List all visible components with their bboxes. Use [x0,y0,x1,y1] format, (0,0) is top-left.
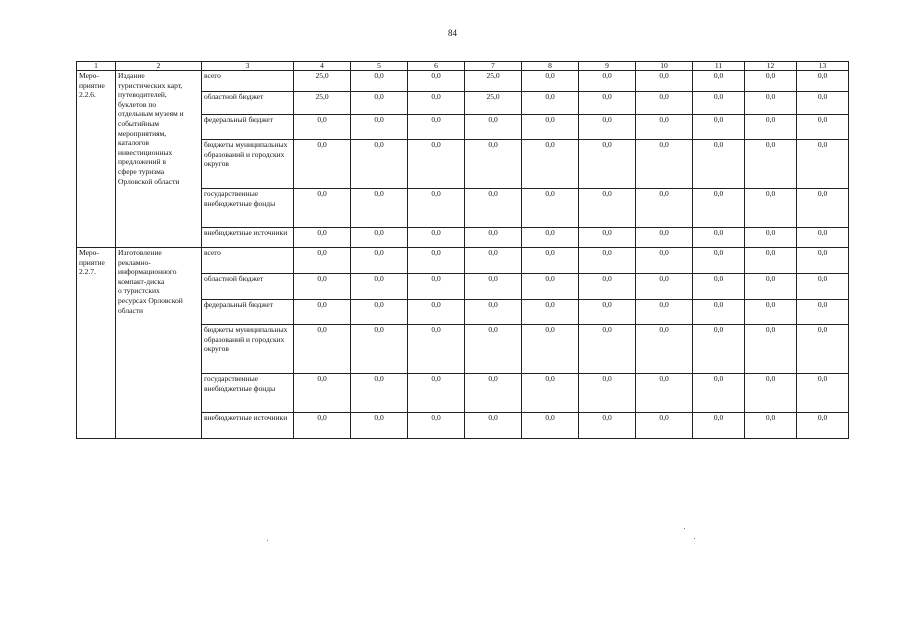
value-cell: 25,0 [294,92,351,115]
table-body [77,62,849,439]
funding-source-cell: всего [202,71,294,92]
value-cell: 0,0 [745,274,797,300]
value-cell: 0,0 [294,115,351,140]
value-cell: 0,0 [797,140,849,189]
value-cell: 0,0 [636,274,693,300]
event-description-line: событийным [118,118,160,128]
value-cell: 0,0 [693,228,745,248]
value-cell: 0,0 [351,115,408,140]
funding-source-cell: государственные внебюджетные фонды [202,189,294,228]
value-cell: 0,0 [408,374,465,413]
value-cell: 0,0 [351,374,408,413]
value-cell: 0,0 [408,325,465,374]
value-cell: 0,0 [408,248,465,274]
event-description-line: ресурсах Орловской [118,295,183,305]
value-cell: 0,0 [693,140,745,189]
column-header-2: 2 [116,62,202,71]
event-description-line: сфере туризма [118,166,165,176]
value-cell: 0,0 [294,413,351,439]
value-cell: 0,0 [636,325,693,374]
funding-source-cell: федеральный бюджет [202,115,294,140]
value-cell: 0,0 [693,374,745,413]
value-cell: 0,0 [745,71,797,92]
event-description-line: инвестиционных [118,147,173,157]
value-cell: 0,0 [579,248,636,274]
value-cell: 0,0 [294,248,351,274]
value-cell: 0,0 [579,325,636,374]
column-header-4: 4 [294,62,351,71]
funding-source-cell: бюджеты муниципальных образований и городских округов [202,140,294,189]
value-cell: 0,0 [579,140,636,189]
value-cell: 0,0 [408,189,465,228]
value-cell: 0,0 [636,71,693,92]
column-header-12: 12 [745,62,797,71]
value-cell: 0,0 [693,413,745,439]
value-cell: 0,0 [636,413,693,439]
value-cell: 0,0 [351,92,408,115]
value-cell: 0,0 [579,228,636,248]
value-cell: 0,0 [797,92,849,115]
value-cell: 0,0 [522,140,579,189]
event-code-cell [77,248,116,439]
event-description-line: Изготовление [118,248,162,257]
value-cell: 0,0 [797,248,849,274]
event-description-line: Издание [118,71,145,80]
value-cell: 0,0 [294,228,351,248]
value-cell: 0,0 [294,189,351,228]
page-number: 84 [448,28,457,38]
event-description-line: информационного [118,267,177,277]
value-cell: 0,0 [351,71,408,92]
column-header-10: 10 [636,62,693,71]
value-cell: 0,0 [693,92,745,115]
scan-speck [694,538,695,539]
funding-source-cell: внебюджетные источники [202,228,294,248]
value-cell: 0,0 [636,374,693,413]
column-header-5: 5 [351,62,408,71]
value-cell: 0,0 [465,115,522,140]
funding-source-cell: внебюджетные источники [202,413,294,439]
value-cell: 0,0 [465,300,522,325]
event-code-line: Меро- [79,248,99,257]
value-cell: 0,0 [745,115,797,140]
value-cell: 0,0 [522,274,579,300]
value-cell: 0,0 [294,300,351,325]
value-cell: 0,0 [797,189,849,228]
value-cell: 0,0 [636,115,693,140]
value-cell: 0,0 [579,300,636,325]
value-cell: 0,0 [465,189,522,228]
event-description-line: рекламно- [118,257,151,267]
event-description-cell [116,248,202,439]
value-cell: 0,0 [745,325,797,374]
value-cell: 0,0 [693,115,745,140]
column-header-9: 9 [579,62,636,71]
value-cell: 0,0 [351,325,408,374]
value-cell: 0,0 [745,228,797,248]
value-cell: 0,0 [579,274,636,300]
event-description-line: компакт-диска [118,276,165,286]
value-cell: 0,0 [693,300,745,325]
value-cell: 25,0 [465,71,522,92]
funding-source-cell: государственные внебюджетные фонды [202,374,294,413]
value-cell: 0,0 [797,115,849,140]
value-cell: 0,0 [636,92,693,115]
event-description-line: о туристских [118,286,160,296]
value-cell: 0,0 [294,274,351,300]
funding-source-cell: федеральный бюджет [202,300,294,325]
table-row [77,248,849,274]
value-cell: 0,0 [465,274,522,300]
value-cell: 0,0 [408,115,465,140]
value-cell: 0,0 [693,71,745,92]
value-cell: 0,0 [408,413,465,439]
value-cell: 0,0 [408,274,465,300]
value-cell: 0,0 [745,374,797,413]
value-cell: 0,0 [579,92,636,115]
event-code-cell [77,71,116,248]
value-cell: 25,0 [465,92,522,115]
value-cell: 0,0 [294,140,351,189]
value-cell: 0,0 [351,413,408,439]
event-description-line: Орловской области [118,176,180,186]
header-row [77,62,849,71]
event-description-line: области [118,305,144,315]
funding-source-cell: бюджеты муниципальных образований и городских округов [202,325,294,374]
value-cell: 0,0 [522,374,579,413]
event-code-line: приятие [79,257,105,267]
event-description-line: путеводителей, [118,90,167,100]
value-cell: 0,0 [745,92,797,115]
value-cell: 0,0 [408,140,465,189]
event-description-line: каталогов [118,138,150,148]
value-cell: 0,0 [797,325,849,374]
value-cell: 0,0 [745,300,797,325]
value-cell: 0,0 [579,71,636,92]
value-cell: 0,0 [294,374,351,413]
value-cell: 0,0 [693,248,745,274]
value-cell: 0,0 [522,413,579,439]
column-header-1: 1 [77,62,116,71]
event-description-line: отдельным музеям и [118,109,184,119]
value-cell: 0,0 [579,115,636,140]
funding-source-cell: областной бюджет [202,274,294,300]
column-header-11: 11 [693,62,745,71]
value-cell: 0,0 [408,300,465,325]
value-cell: 0,0 [351,248,408,274]
value-cell: 25,0 [294,71,351,92]
value-cell: 0,0 [745,140,797,189]
value-cell: 0,0 [522,71,579,92]
event-description-cell [116,71,202,248]
value-cell: 0,0 [693,325,745,374]
event-description-line: мероприятиям, [118,128,167,138]
value-cell: 0,0 [797,374,849,413]
value-cell: 0,0 [465,140,522,189]
event-description-line: буклетов по [118,99,157,109]
value-cell: 0,0 [408,228,465,248]
value-cell: 0,0 [351,228,408,248]
value-cell: 0,0 [797,228,849,248]
value-cell: 0,0 [522,300,579,325]
table-row [77,71,849,92]
value-cell: 0,0 [465,248,522,274]
column-header-3: 3 [202,62,294,71]
value-cell: 0,0 [693,274,745,300]
value-cell: 0,0 [465,325,522,374]
value-cell: 0,0 [522,115,579,140]
value-cell: 0,0 [745,189,797,228]
value-cell: 0,0 [579,374,636,413]
value-cell: 0,0 [351,189,408,228]
column-header-8: 8 [522,62,579,71]
value-cell: 0,0 [636,248,693,274]
event-code-line: Меро- [79,71,99,80]
value-cell: 0,0 [579,189,636,228]
event-description-line: предложений в [118,157,166,167]
value-cell: 0,0 [636,140,693,189]
scan-speck [267,540,268,541]
value-cell: 0,0 [636,189,693,228]
value-cell: 0,0 [465,413,522,439]
value-cell: 0,0 [693,189,745,228]
value-cell: 0,0 [522,189,579,228]
funding-source-cell: областной бюджет [202,92,294,115]
value-cell: 0,0 [579,413,636,439]
value-cell: 0,0 [351,140,408,189]
value-cell: 0,0 [797,71,849,92]
value-cell: 0,0 [745,248,797,274]
budget-table [76,61,849,439]
event-code-line: 2.2.6. [79,90,96,100]
scan-speck [684,528,685,529]
value-cell: 0,0 [408,92,465,115]
value-cell: 0,0 [745,413,797,439]
funding-source-cell: всего [202,248,294,274]
column-header-13: 13 [797,62,849,71]
value-cell: 0,0 [636,228,693,248]
event-code-line: 2.2.7. [79,267,96,277]
value-cell: 0,0 [522,325,579,374]
value-cell: 0,0 [797,413,849,439]
value-cell: 0,0 [408,71,465,92]
value-cell: 0,0 [522,228,579,248]
column-header-7: 7 [465,62,522,71]
value-cell: 0,0 [465,374,522,413]
value-cell: 0,0 [797,300,849,325]
column-header-6: 6 [408,62,465,71]
event-code-line: приятие [79,80,105,90]
value-cell: 0,0 [465,228,522,248]
value-cell: 0,0 [522,92,579,115]
value-cell: 0,0 [797,274,849,300]
value-cell: 0,0 [636,300,693,325]
value-cell: 0,0 [294,325,351,374]
value-cell: 0,0 [351,274,408,300]
event-description-line: туристических карт, [118,80,183,90]
value-cell: 0,0 [522,248,579,274]
value-cell: 0,0 [351,300,408,325]
